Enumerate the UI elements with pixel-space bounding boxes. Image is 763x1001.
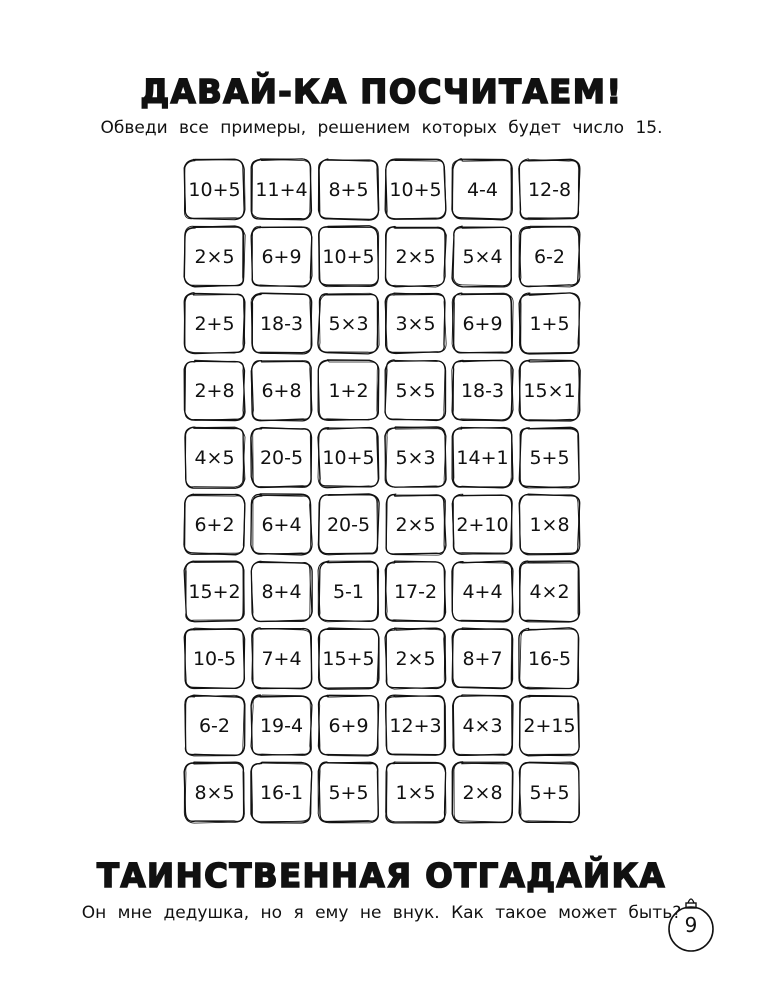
example-expression: 6-2 [533, 245, 566, 268]
example-cell[interactable] [317, 493, 380, 556]
example-expression: 5×3 [395, 446, 436, 469]
example-cell[interactable] [250, 761, 313, 824]
example-cell[interactable] [250, 560, 313, 623]
example-expression: 3×5 [395, 312, 436, 335]
example-expression: 2×5 [194, 245, 235, 268]
example-cell[interactable] [183, 158, 246, 221]
example-expression: 5×5 [395, 379, 436, 402]
example-cell[interactable] [384, 493, 447, 556]
example-cell[interactable] [317, 694, 380, 757]
example-cell[interactable] [317, 359, 380, 422]
example-expression: 2×5 [395, 513, 436, 536]
math-examples-grid [183, 158, 581, 824]
example-cell[interactable] [250, 359, 313, 422]
example-expression: 12+3 [389, 714, 442, 737]
puzzle-title: ДАВАЙ-КА ПОСЧИТАЕМ! [140, 72, 623, 111]
example-cell[interactable] [317, 627, 380, 690]
example-expression: 1×5 [395, 781, 436, 804]
example-cell[interactable] [317, 560, 380, 623]
example-expression: 4×5 [194, 446, 235, 469]
example-cell[interactable] [451, 292, 514, 355]
example-expression: 10+5 [322, 245, 375, 268]
example-expression: 15+2 [188, 580, 241, 603]
example-expression: 8+7 [462, 647, 503, 670]
example-expression: 6-2 [198, 714, 231, 737]
example-expression: 19-4 [259, 714, 304, 737]
example-expression: 12-8 [527, 178, 572, 201]
example-expression: 1+5 [529, 312, 570, 335]
example-expression: 2+15 [523, 714, 576, 737]
puzzle-instruction: Обведи все примеры, решением которых будет число 15. [100, 118, 663, 138]
example-cell[interactable] [250, 627, 313, 690]
riddle-title: ТАИНСТВЕННАЯ ОТГАДАЙКА [97, 856, 666, 895]
example-expression: 6+2 [194, 513, 235, 536]
example-cell[interactable] [183, 627, 246, 690]
example-cell[interactable] [518, 426, 581, 489]
example-expression: 8+4 [261, 580, 302, 603]
example-cell[interactable] [384, 694, 447, 757]
example-cell[interactable] [518, 627, 581, 690]
page-number: 9 [684, 913, 698, 937]
example-cell[interactable] [250, 158, 313, 221]
example-cell[interactable] [250, 694, 313, 757]
example-expression: 2×5 [395, 245, 436, 268]
example-expression: 6+9 [328, 714, 369, 737]
example-cell[interactable] [451, 225, 514, 288]
example-cell[interactable] [518, 560, 581, 623]
example-expression: 6+9 [261, 245, 302, 268]
example-cell[interactable] [518, 225, 581, 288]
example-expression: 4×3 [462, 714, 503, 737]
example-cell[interactable] [451, 426, 514, 489]
example-expression: 5+5 [529, 446, 570, 469]
example-cell[interactable] [317, 158, 380, 221]
example-cell[interactable] [250, 292, 313, 355]
example-expression: 6+9 [462, 312, 503, 335]
example-cell[interactable] [451, 359, 514, 422]
example-expression: 2+10 [456, 513, 509, 536]
example-cell[interactable] [451, 158, 514, 221]
example-cell[interactable] [384, 292, 447, 355]
example-expression: 6+4 [261, 513, 302, 536]
example-cell[interactable] [317, 225, 380, 288]
example-expression: 8+5 [328, 178, 369, 201]
example-cell[interactable] [384, 158, 447, 221]
example-cell[interactable] [183, 560, 246, 623]
example-cell[interactable] [317, 426, 380, 489]
example-expression: 5-1 [332, 580, 365, 603]
example-cell[interactable] [384, 359, 447, 422]
example-expression: 14+1 [456, 446, 509, 469]
example-expression: 17-2 [393, 580, 438, 603]
example-cell[interactable] [317, 761, 380, 824]
example-expression: 20-5 [259, 446, 304, 469]
example-expression: 15+5 [322, 647, 375, 670]
example-expression: 5+5 [529, 781, 570, 804]
example-expression: 15×1 [523, 379, 576, 402]
example-expression: 16-1 [259, 781, 304, 804]
example-expression: 2+8 [194, 379, 235, 402]
example-cell[interactable] [451, 694, 514, 757]
example-expression: 2×5 [395, 647, 436, 670]
example-expression: 5+5 [328, 781, 369, 804]
example-cell[interactable] [183, 493, 246, 556]
example-expression: 5×3 [328, 312, 369, 335]
example-expression: 6+8 [261, 379, 302, 402]
example-expression: 11+4 [255, 178, 308, 201]
example-cell[interactable] [518, 761, 581, 824]
example-expression: 20-5 [326, 513, 371, 536]
example-expression: 1+2 [328, 379, 369, 402]
example-cell[interactable] [384, 426, 447, 489]
example-cell[interactable] [250, 225, 313, 288]
example-cell[interactable] [518, 292, 581, 355]
example-cell[interactable] [183, 225, 246, 288]
riddle-text: Он мне дедушка, но я ему не внук. Как такое может быть? [81, 903, 682, 923]
example-expression: 16-5 [527, 647, 572, 670]
example-cell[interactable] [451, 761, 514, 824]
example-cell[interactable] [451, 627, 514, 690]
example-cell[interactable] [518, 694, 581, 757]
example-expression: 5×4 [462, 245, 503, 268]
example-cell[interactable] [451, 560, 514, 623]
example-expression: 18-3 [259, 312, 304, 335]
example-expression: 10+5 [389, 178, 442, 201]
example-cell[interactable] [183, 359, 246, 422]
example-expression: 4×2 [529, 580, 570, 603]
example-expression: 18-3 [460, 379, 505, 402]
example-expression: 7+4 [261, 647, 302, 670]
example-cell[interactable] [317, 292, 380, 355]
example-cell[interactable] [183, 292, 246, 355]
page-number-badge [662, 898, 720, 956]
example-expression: 10+5 [188, 178, 241, 201]
example-cell[interactable] [518, 158, 581, 221]
example-cell[interactable] [384, 627, 447, 690]
example-expression: 4-4 [466, 178, 499, 201]
example-expression: 10+5 [322, 446, 375, 469]
example-expression: 1×8 [529, 513, 570, 536]
example-cell[interactable] [451, 493, 514, 556]
example-cell[interactable] [518, 493, 581, 556]
example-cell[interactable] [384, 225, 447, 288]
example-expression: 2×8 [462, 781, 503, 804]
example-expression: 10-5 [192, 647, 237, 670]
example-cell[interactable] [250, 493, 313, 556]
example-expression: 8×5 [194, 781, 235, 804]
example-expression: 2+5 [194, 312, 235, 335]
example-expression: 4+4 [462, 580, 503, 603]
example-cell[interactable] [384, 761, 447, 824]
example-cell[interactable] [183, 761, 246, 824]
example-cell[interactable] [384, 560, 447, 623]
example-cell[interactable] [183, 694, 246, 757]
example-cell[interactable] [518, 359, 581, 422]
example-cell[interactable] [250, 426, 313, 489]
example-cell[interactable] [183, 426, 246, 489]
